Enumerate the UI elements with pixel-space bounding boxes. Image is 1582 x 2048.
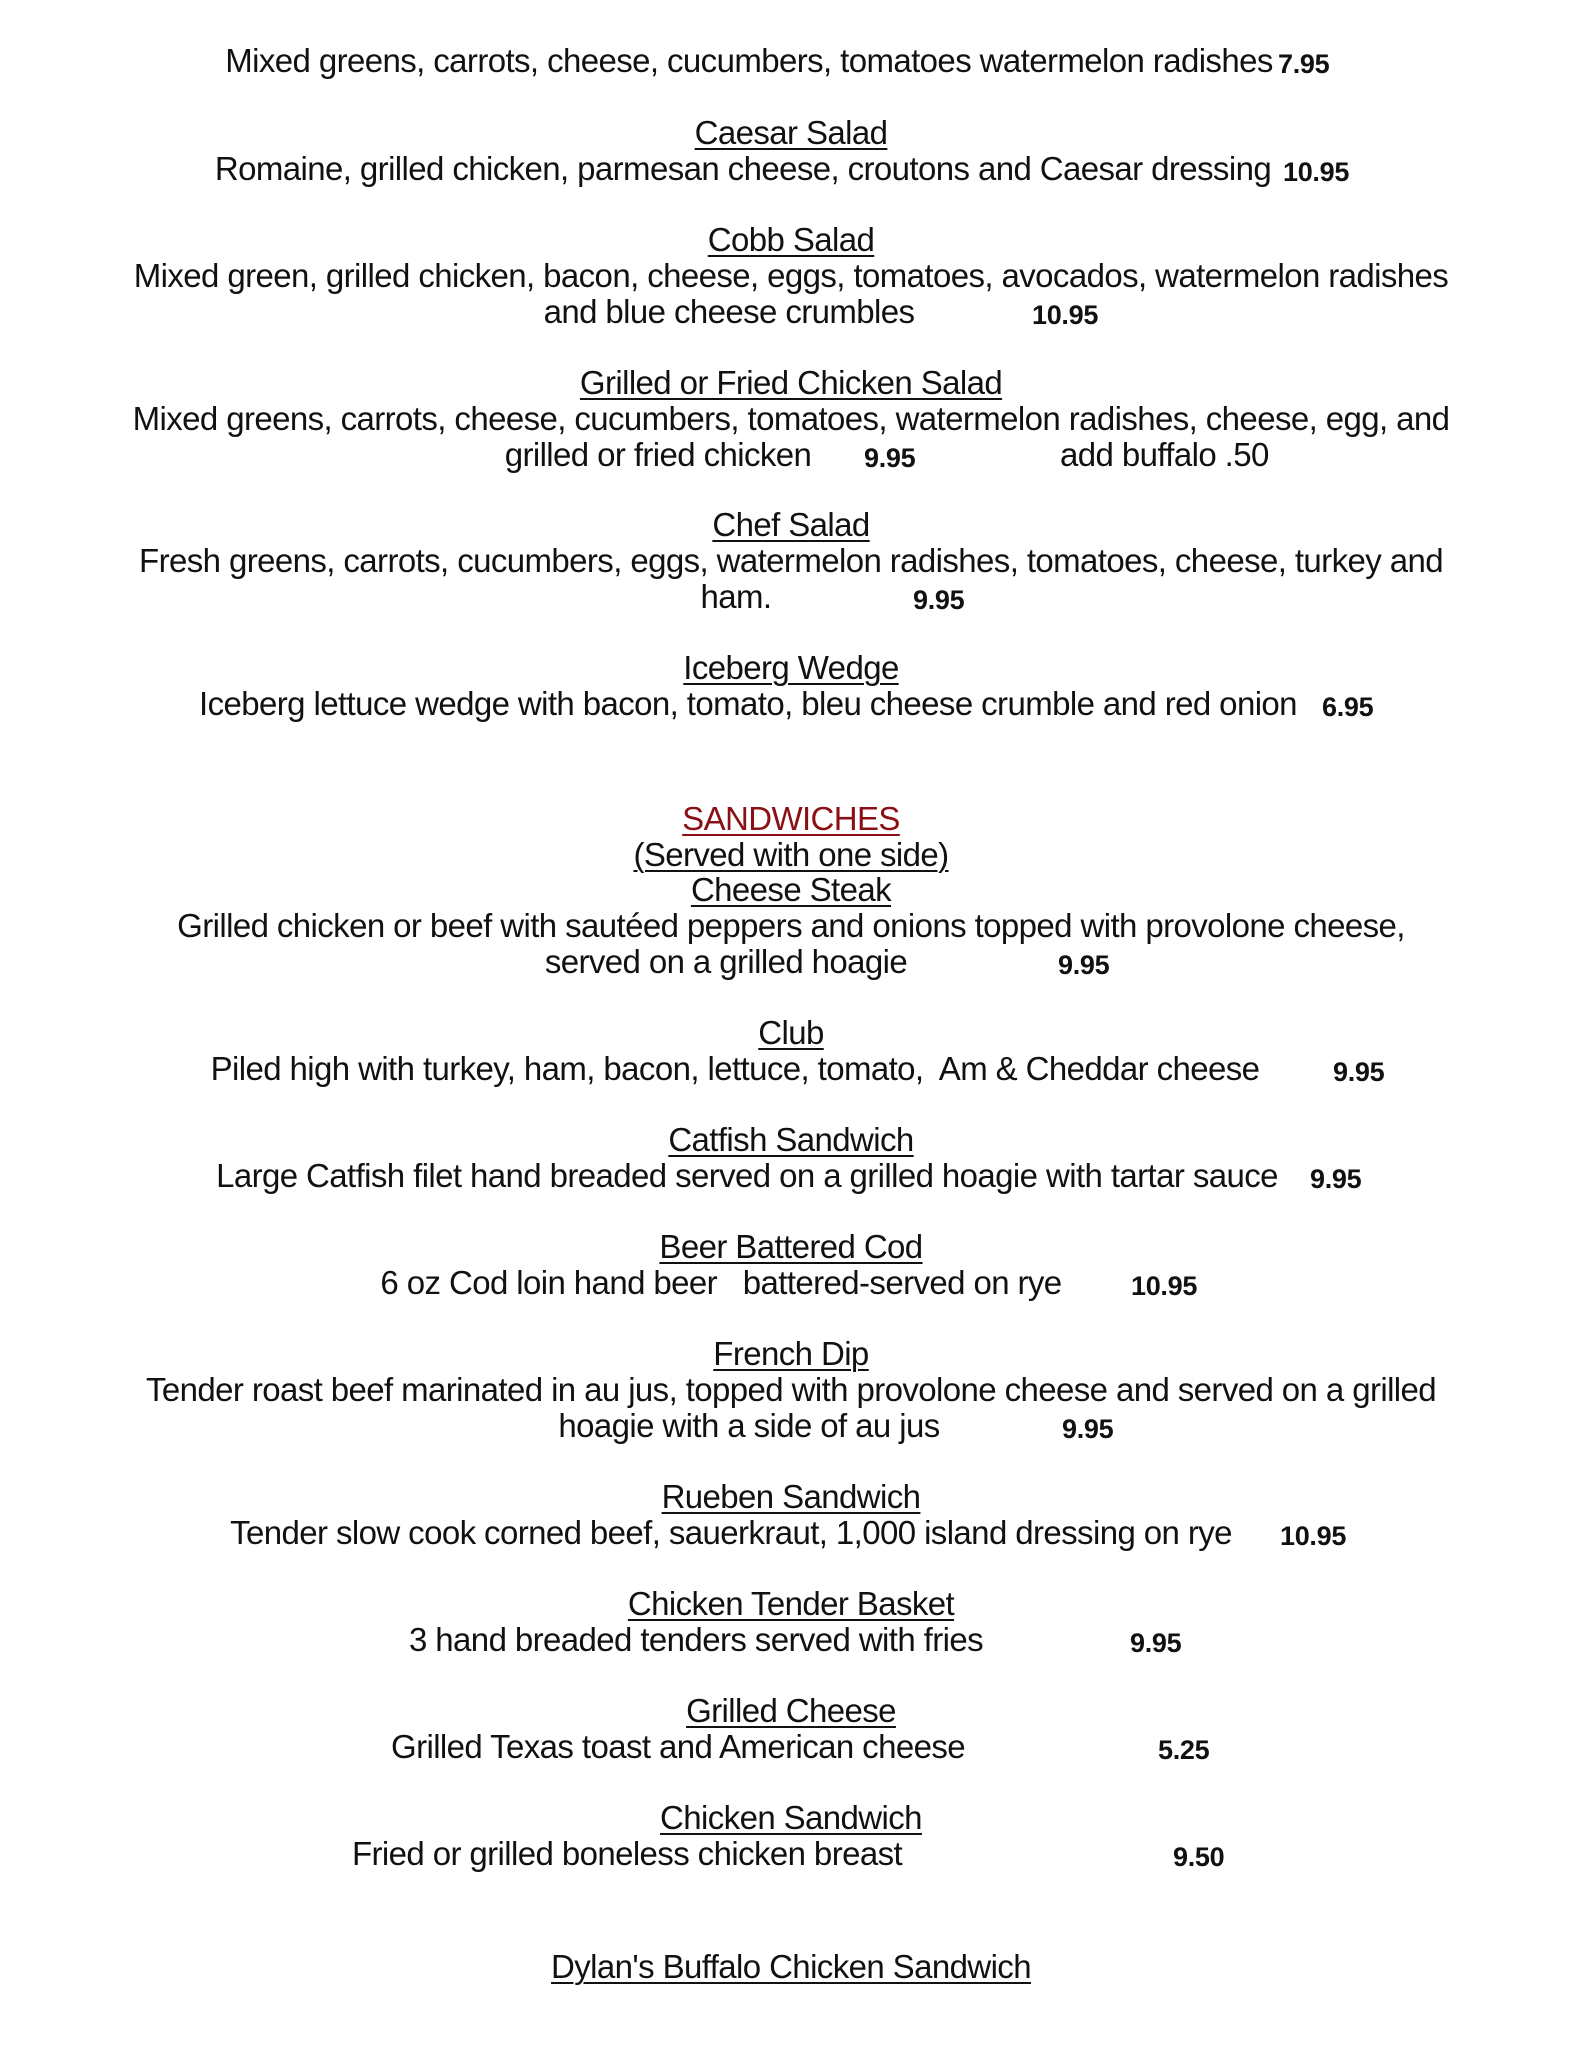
menu-item-description [0,578,1527,616]
menu-item-description [0,293,1582,331]
menu-item-description [0,1264,1582,1302]
menu-item-title: Cheese Steak [690,871,892,908]
menu-item-title: Chicken Sandwich [660,1799,922,1836]
item-price: 9.95 [1058,950,1110,980]
menu-item-title: Club [758,1014,824,1051]
item-price: 10.95 [1283,157,1350,187]
menu-item-title: Catfish Sandwich [668,1121,914,1158]
item-desc: and blue cheese crumbles [543,293,915,330]
menu-item-title: Chef Salad [712,506,870,543]
item-desc: Romaine, grilled chicken, parmesan cheese, croutons and Caesar dressing [214,150,1272,187]
menu-item-description [0,943,1517,981]
item-addon: add buffalo .50 [1060,436,1269,473]
menu-item-description: Tender roast beef marinated in au jus, topped with provolone cheese and served on a grilled [145,1371,1437,1408]
item-price: 9.50 [1173,1842,1225,1872]
menu-item-description [0,1728,1469,1766]
menu-item-title: Rueben Sandwich [661,1478,921,1515]
item-desc: Grilled Texas toast and American cheese [391,1728,965,1765]
item-desc: Tender slow cook corned beef, sauerkraut, 1,000 island dressing on rye [230,1514,1232,1551]
item-price: 6.95 [1322,692,1374,722]
item-desc: Large Catfish filet hand breaded served on a grilled hoagie with tartar sauce [216,1157,1278,1194]
item-price: 9.95 [1130,1628,1182,1658]
item-price: 7.95 [1278,49,1330,79]
item-price: 9.95 [1062,1414,1114,1444]
menu-item-title: Chicken Tender Basket [627,1585,955,1622]
item-price: 9.95 [1310,1164,1362,1194]
item-desc: 3 hand breaded tenders served with fries [408,1621,984,1658]
item-desc: grilled or fried chicken [504,436,812,473]
item-desc: Piled high with turkey, ham, bacon, lettuce, tomato, Am & Cheddar cheese [210,1050,1260,1087]
item-price: 10.95 [1032,300,1099,330]
item-desc: hoagie with a side of au jus [558,1407,940,1444]
item-desc: Mixed greens, carrots, cheese, cucumbers, tomatoes watermelon radishes [225,42,1273,79]
menu-item-title: Dylan's Buffalo Chicken Sandwich [551,1948,1031,1985]
item-desc: ham. [700,578,772,615]
menu-item-description: Fresh greens, carrots, cucumbers, eggs, watermelon radishes, tomatoes, cheese, turkey and [139,542,1443,579]
menu-item-description: Grilled chicken or beef with sautéed peppers and onions topped with provolone cheese, [177,907,1405,944]
item-desc: 6 oz Cod loin hand beer battered-served on rye [380,1264,1062,1301]
item-price: 9.95 [864,443,916,473]
menu-item-title: Grilled or Fried Chicken Salad [579,364,1003,401]
menu-item-title: Iceberg Wedge [683,649,899,686]
item-price: 9.95 [1333,1057,1385,1087]
item-desc: served on a grilled hoagie [544,943,908,980]
menu-item-title: Beer Battered Cod [659,1228,923,1265]
menu-item-description [0,42,1582,80]
menu-item-title: French Dip [713,1335,869,1372]
item-desc: Iceberg lettuce wedge with bacon, tomato, bleu cheese crumble and red onion [199,685,1297,722]
menu-item-title: Grilled Cheese [686,1692,896,1729]
item-price: 9.95 [913,585,965,615]
section-heading: SANDWICHES [682,800,900,837]
menu-item-description: Mixed greens, carrots, cheese, cucumbers, tomatoes, watermelon radishes, cheese, egg, and [132,400,1450,437]
menu-item-description: Mixed green, grilled chicken, bacon, cheese, eggs, tomatoes, avocados, watermelon radishes [133,257,1449,294]
menu-item-description [0,1621,1487,1659]
item-price: 5.25 [1158,1735,1210,1765]
section-subheading: (Served with one side) [633,836,949,873]
item-desc: Fried or grilled boneless chicken breast [351,1835,903,1872]
item-price: 10.95 [1131,1271,1198,1301]
menu-item-title: Cobb Salad [707,221,875,258]
menu-item-title: Caesar Salad [694,114,888,151]
item-price: 10.95 [1280,1521,1347,1551]
menu-item-description [0,1407,1540,1445]
